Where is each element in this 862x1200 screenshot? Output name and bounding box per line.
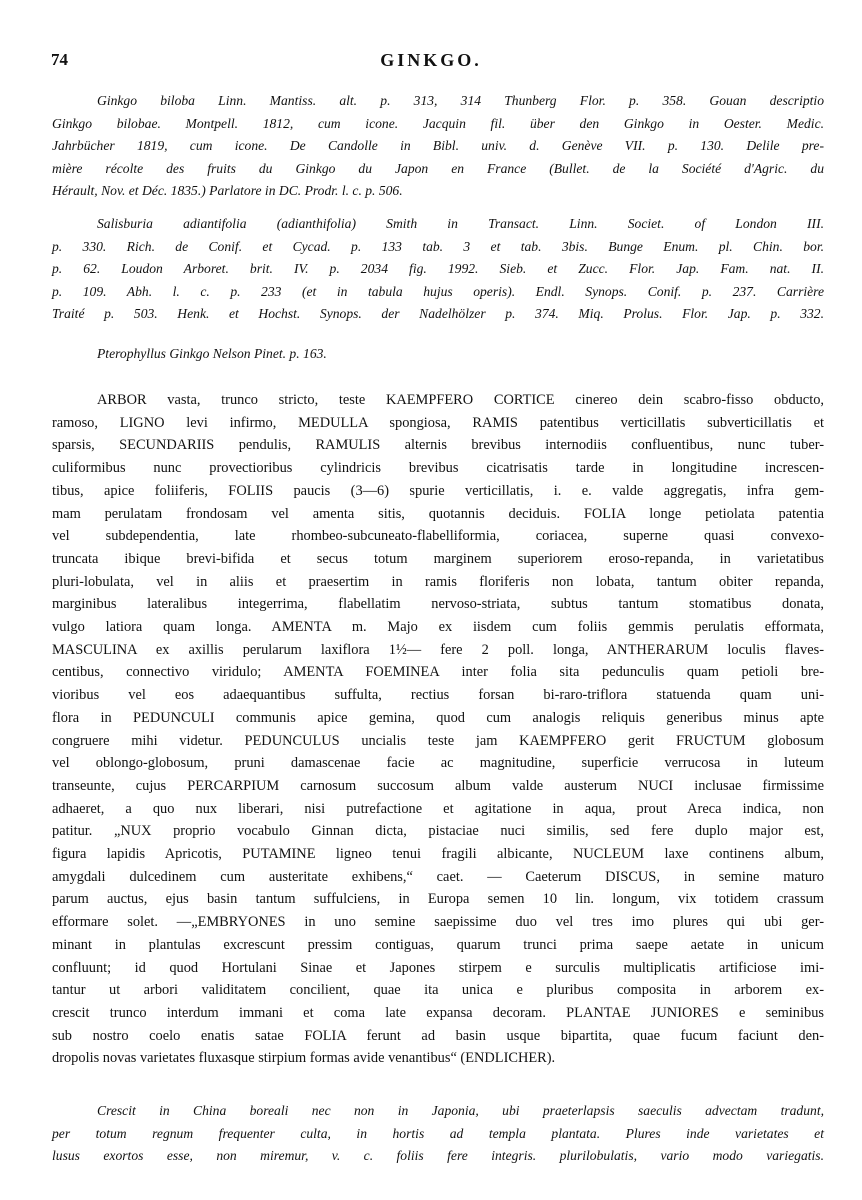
text-line: minant in plantulas excrescunt pressim contiguas, quarum trunci prima saepe aetate in unicum bbox=[52, 936, 824, 953]
text-line: MASCULINA ex axillis perularum laxiflora 1½— fere 2 poll. longa, ANTHERARUM loculis flaves- bbox=[52, 641, 824, 658]
text-line: Crescit in China boreali nec non in Japonia, ubi praeterlapsis saeculis advectam tradunt, bbox=[97, 1103, 824, 1118]
text-line: tantur ut arbori validitatem concilient, quae ita unica e pluribus composita in arborem ex- bbox=[52, 982, 824, 999]
text-line: p. 62. Loudon Arboret. brit. IV. p. 2034 fig. 1992. Sieb. et Zucc. Flor. Jap. Fam. nat. II. bbox=[52, 261, 824, 277]
text-line: Salisburia adiantifolia (adianthifolia) Smith in Transact. Linn. Societ. of London III. bbox=[97, 216, 824, 231]
text-line: tibus, apice foliiferis, FOLIIS paucis (3—6) spurie verticillatis, i. e. valde aggregatis, infra gem- bbox=[52, 482, 824, 499]
text-line: parum auctus, ejus basin tantum suffulciens, in Europa semen 10 lin. longum, vix totidem crassum bbox=[52, 891, 824, 908]
page-header bbox=[0, 50, 862, 74]
text-line: vioribus vel eos adaequantibus suffulta, rectius forsan bi-raro-triflora statuenda quam uni- bbox=[52, 687, 824, 704]
text-line: congruere mihi videtur. PEDUNCULUS uncialis teste jam KAEMPFERO gerit FRUCTUM globosum bbox=[52, 732, 824, 749]
text-line: p. 330. Rich. de Conif. et Cycad. p. 133 tab. 3 et tab. 3bis. Bunge Enum. pl. Chin. bor. bbox=[52, 238, 824, 254]
text-line: amygdali dulcedinem cum austeritate exhibens,“ caet. — Caeterum DISCUS, in semine maturo bbox=[52, 868, 824, 885]
text-line: sub nostro coelo enatis satae FOLIA ferunt ad basin usque bipartita, quae fucum faciunt den- bbox=[52, 1027, 824, 1044]
running-title: GINKGO. bbox=[380, 50, 482, 70]
synonymy-pterophyllus bbox=[52, 343, 824, 366]
description-paragraph bbox=[52, 389, 824, 1070]
text-line: transeunte, cujus PERCARPIUM carnosum succosum album valde austerum NUCI inclusae firmissime bbox=[52, 777, 824, 794]
page-number: 74 bbox=[51, 50, 68, 69]
distribution-note bbox=[52, 1100, 824, 1168]
text-line: flora in PEDUNCULI communis apice gemina, quod cum analogis reliquis generibus minus apte bbox=[52, 709, 824, 726]
text-line: ARBOR vasta, trunco stricto, teste KAEMPFERO CORTICE cinereo dein scabro-fisso obducto, bbox=[97, 392, 824, 408]
text-line: Hérault, Nov. et Déc. 1835.) Parlatore in DC. Prodr. l. c. p. 506. bbox=[52, 183, 403, 199]
text-line: patitur. „NUX proprio vocabulo Ginnan dicta, pistaciae nuci similis, sed fere duplo major est, bbox=[52, 823, 824, 840]
text-line: culiformibus nunc provectioribus cylindricis brevibus cicatrisatis tarde in longitudine increscen- bbox=[52, 460, 824, 477]
text-line: ramoso, LIGNO levi infirmo, MEDULLA spongiosa, RAMIS patentibus verticillatis subverticillatis et bbox=[52, 414, 824, 431]
text-line: truncata ibique brevi-bifida et secus totum marginem superiorem eroso-repanda, in varietatibus bbox=[52, 550, 824, 567]
text-line: sparsis, SECUNDARIIS pendulis, RAMULIS alternis brevibus internodiis confluentibus, nunc tuber- bbox=[52, 437, 824, 454]
text-line: efformare solet. —„EMBRYONES in uno semine saepissime duo vel tres imo plures qui ubi ger- bbox=[52, 914, 824, 931]
text-line: centibus, connectivo viridulo; AMENTA FOEMINEA inter folia sita pedunculis quam petioli bre- bbox=[52, 664, 824, 681]
synonymy-ginkgo-biloba bbox=[52, 90, 824, 203]
text-line: marginibus lateralibus integerrima, flabellatim nervoso-striata, subtus tantum stomatibus donata, bbox=[52, 596, 824, 613]
text-line: Jahrbücher 1819, cum icone. De Candolle in Bibl. univ. d. Genève VII. p. 130. Delile pre- bbox=[52, 138, 824, 154]
text-line: figura lapidis Apricotis, PUTAMINE ligneo tenui fragili albicante, NUCLEUM laxe continens album, bbox=[52, 846, 824, 863]
synonymy-salisburia bbox=[52, 213, 824, 326]
text-line: adhaeret, a quo nux liberari, nisi putrefactione et agitatione in aqua, prout Areca indica, non bbox=[52, 800, 824, 817]
text-line: pluri-lobulata, vel in aliis et praesertim in ramis floriferis non lobata, tantum obiter repanda, bbox=[52, 573, 824, 590]
text-line: dropolis novas varietates fluxasque stirpium formas avide venantibus“ (ENDLICHER). bbox=[52, 1050, 556, 1067]
text-line: vel subdependentia, late rhombeo-subcuneato-flabelliformia, coriacea, superne quasi convexo- bbox=[52, 528, 824, 545]
text-line: lusus exortos esse, non miremur, v. c. foliis fere integris. plurilobulatis, vario modo variegatis. bbox=[52, 1148, 824, 1164]
text-line: confluunt; id quod Hortulani Sinae et Japones stirpem e surculis multiplicatis artificiose imi- bbox=[52, 959, 824, 976]
text-line: vel oblongo-globosum, pruni damascenae facie ac magnitudine, superficie verrucosa in luteum bbox=[52, 755, 824, 772]
text-line: vulgo latiora quam longa. AMENTA m. Majo ex iisdem cum foliis gemmis perulatis efformata, bbox=[52, 619, 824, 636]
text-line: Traité p. 503. Henk. et Hochst. Synops. der Nadelhölzer p. 374. Miq. Prolus. Flor. Jap. p. 332. bbox=[52, 306, 824, 322]
text-line: mière récolte des fruits du Ginkgo du Japon en France (Bullet. de la Société d'Agric. du bbox=[52, 160, 824, 176]
text-line: p. 109. Abh. l. c. p. 233 (et in tabula hujus operis). Endl. Synops. Conif. p. 237. Carrière bbox=[52, 283, 824, 299]
text-line: Ginkgo bilobae. Montpell. 1812, cum icone. Jacquin fil. über den Ginkgo in Oester. Medic. bbox=[52, 115, 824, 131]
text-line: Ginkgo biloba Linn. Mantiss. alt. p. 313, 314 Thunberg Flor. p. 358. Gouan descriptio bbox=[97, 93, 824, 108]
text-line: crescit trunco interdum immani et coma late expansa decoram. PLANTAE JUNIORES e seminibus bbox=[52, 1004, 824, 1021]
text-line: per totum regnum frequenter culta, in hortis ad templa plantata. Plures inde varietates et bbox=[52, 1125, 824, 1141]
text-line: mam perulatam frondosam vel amenta sitis, quotannis deciduis. FOLIA longe petiolata patentia bbox=[52, 505, 824, 522]
text-line: Pterophyllus Ginkgo Nelson Pinet. p. 163. bbox=[97, 346, 327, 361]
